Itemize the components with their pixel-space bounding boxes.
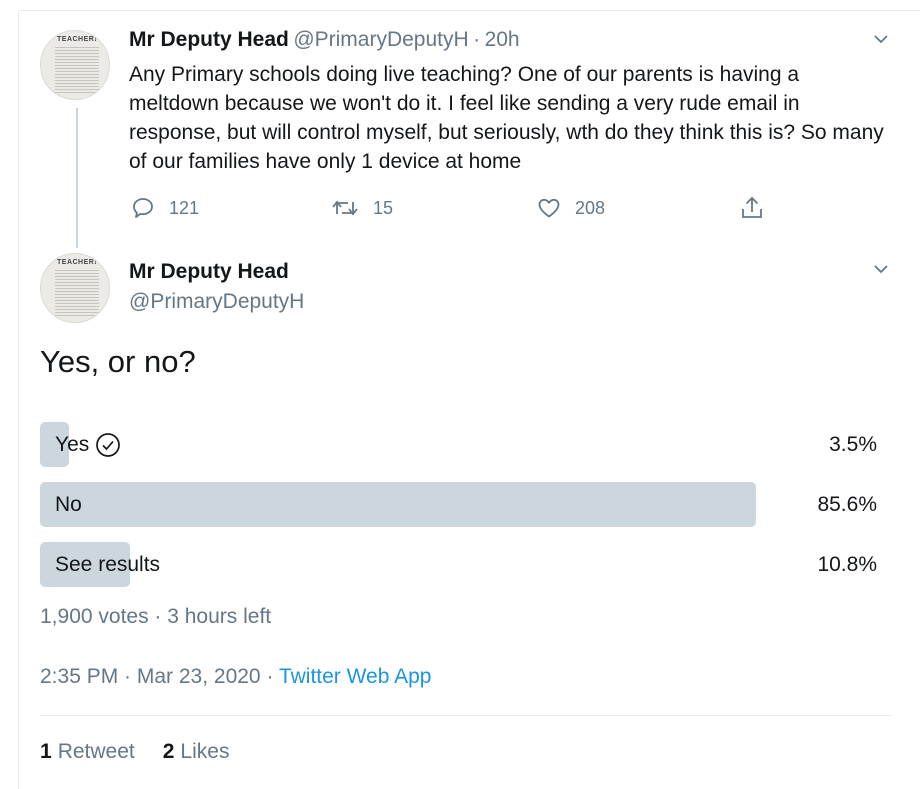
tweet-timestamp-line bbox=[40, 665, 431, 689]
reply-button[interactable] bbox=[131, 193, 199, 223]
avatar-text: TEACHER! bbox=[57, 259, 98, 266]
poll-option-label: Yes bbox=[55, 433, 90, 456]
poll-option bbox=[40, 422, 877, 467]
poll-question: Yes, or no? bbox=[40, 344, 196, 379]
author-name[interactable]: Mr Deputy Head bbox=[129, 260, 289, 283]
check-circle-icon bbox=[95, 432, 121, 458]
like-count: 208 bbox=[575, 197, 606, 218]
poll-option-label-wrap bbox=[55, 422, 121, 467]
avatar[interactable] bbox=[40, 30, 110, 100]
poll-bar bbox=[40, 482, 756, 527]
author-handle[interactable]: @PrimaryDeputyH bbox=[293, 28, 469, 51]
poll-option-label-wrap bbox=[55, 542, 160, 587]
thread-connector-line bbox=[76, 108, 78, 248]
share-icon bbox=[739, 195, 765, 221]
like-button[interactable] bbox=[537, 193, 605, 223]
source-link[interactable]: Twitter Web App bbox=[278, 665, 432, 688]
likes-stat[interactable] bbox=[163, 740, 230, 764]
poll-option bbox=[40, 482, 877, 527]
poll-option-label-wrap bbox=[55, 482, 82, 527]
poll-option-percent: 10.8% bbox=[817, 553, 877, 576]
avatar-image bbox=[55, 47, 99, 93]
chevron-down-icon[interactable] bbox=[872, 30, 890, 48]
tweet-text: Any Primary schools doing live teaching? One of our parents is having a meltdown because we won't do it. I feel like sending a very rude email in response, but will control myself, but seriously, wth do they think this is? So many of our families have only 1 device at home bbox=[129, 63, 884, 173]
retweet-stat-label: Retweet bbox=[57, 740, 135, 763]
timestamp-separator: · bbox=[266, 665, 274, 688]
heart-icon bbox=[537, 196, 561, 220]
tweet-header bbox=[129, 28, 520, 52]
avatar[interactable] bbox=[40, 253, 110, 323]
like-stat-count: 2 bbox=[162, 740, 175, 763]
tweet-time[interactable]: 20h bbox=[484, 28, 520, 51]
share-button[interactable] bbox=[739, 193, 779, 223]
reply-icon bbox=[131, 196, 155, 220]
reply-count: 121 bbox=[169, 197, 200, 218]
retweet-button[interactable] bbox=[331, 193, 393, 223]
author-handle[interactable]: @PrimaryDeputyH bbox=[129, 290, 305, 313]
poll-option-percent: 85.6% bbox=[817, 493, 877, 516]
poll-option-label: No bbox=[55, 493, 82, 516]
header-separator: · bbox=[473, 28, 481, 51]
divider bbox=[40, 715, 892, 716]
avatar-text: TEACHER! bbox=[57, 36, 98, 43]
retweet-count: 15 bbox=[373, 197, 394, 218]
tweet-timestamp[interactable]: 2:35 PM · Mar 23, 2020 bbox=[40, 665, 261, 688]
retweet-stat-count: 1 bbox=[40, 740, 52, 763]
retweets-stat[interactable] bbox=[40, 740, 135, 764]
tweet-stats bbox=[40, 740, 229, 764]
like-stat-label: Likes bbox=[180, 740, 230, 763]
poll-option-label: See results bbox=[55, 553, 161, 576]
poll-summary: 1,900 votes · 3 hours left bbox=[40, 605, 272, 628]
author-name[interactable]: Mr Deputy Head bbox=[129, 28, 289, 51]
chevron-down-icon[interactable] bbox=[872, 260, 890, 278]
poll-option bbox=[40, 542, 877, 587]
poll-option-percent: 3.5% bbox=[829, 433, 877, 456]
avatar-image bbox=[55, 270, 99, 316]
retweet-icon bbox=[331, 196, 359, 220]
